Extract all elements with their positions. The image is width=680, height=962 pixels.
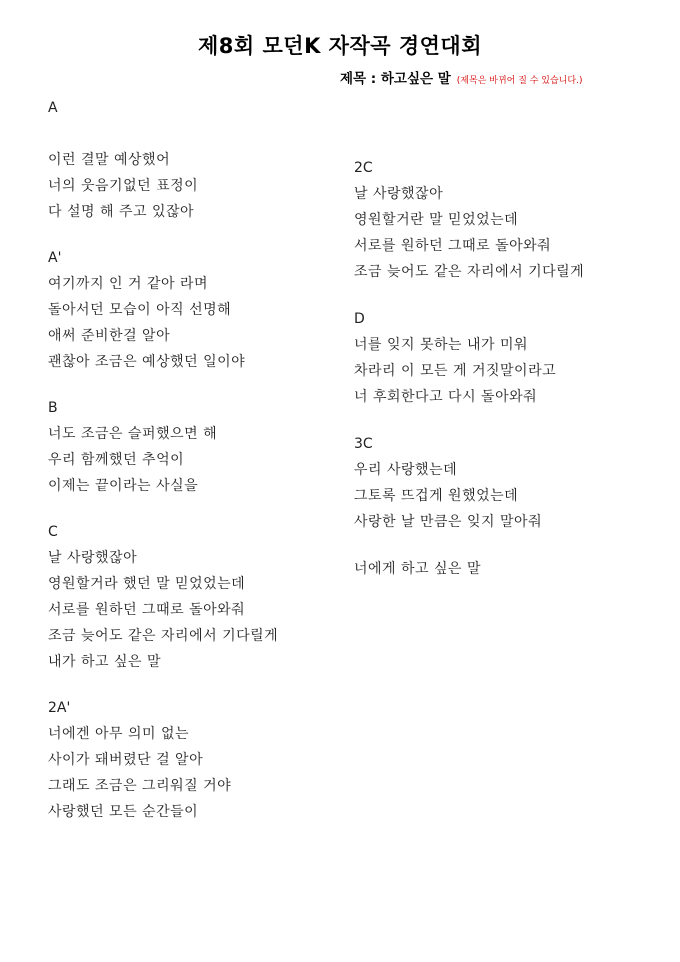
lyrics-section — [48, 245, 278, 375]
lyrics-right-column — [354, 155, 584, 603]
lyric-line: 이제는 끝이라는 사실을 — [48, 478, 199, 494]
lyrics-section — [48, 519, 278, 675]
lyric-line: 여기까지 인 거 같아 라며 — [48, 276, 209, 292]
lyric-line: 영원할거라 했던 말 믿었었는데 — [48, 576, 246, 592]
section-label: B — [48, 400, 58, 416]
song-subject — [340, 67, 582, 87]
subject-label: 제목 : 하고싶은 말 — [340, 71, 451, 87]
lyric-line: 서로를 원하던 그때로 돌아와줘 — [354, 238, 552, 254]
lyrics-section — [354, 556, 584, 582]
section-label: D — [354, 311, 365, 327]
lyric-line: 다 설명 해 주고 있잖아 — [48, 204, 195, 220]
lyric-line: 우리 사랑했는데 — [354, 462, 458, 478]
lyrics-section — [48, 95, 278, 225]
lyric-line: 너를 잊지 못하는 내가 미워 — [354, 337, 529, 353]
lyric-line: 조금 늦어도 같은 자리에서 기다릴게 — [354, 264, 585, 280]
section-label: A — [48, 100, 58, 116]
lyrics-left-column — [48, 95, 278, 845]
lyrics-section — [48, 395, 278, 499]
lyric-line: 조금 늦어도 같은 자리에서 기다릴게 — [48, 628, 279, 644]
lyrics-section — [354, 155, 584, 285]
lyric-line: 너 후회한다고 다시 돌아와줘 — [354, 389, 538, 405]
section-label: 2C — [354, 160, 373, 176]
subject-note: (제목은 바뀌어 질 수 있습니다.) — [456, 76, 583, 86]
lyric-line: 내가 하고 싶은 말 — [48, 654, 162, 670]
lyric-line: 차라리 이 모든 게 거짓말이라고 — [354, 363, 557, 379]
section-label: A' — [48, 250, 62, 266]
lyric-line: 너에게 하고 싶은 말 — [354, 561, 482, 577]
lyric-line: 너에겐 아무 의미 없는 — [48, 726, 190, 742]
lyric-line: 영원할거란 말 믿었었는데 — [354, 212, 519, 228]
lyric-line: 이런 결말 예상했어 — [48, 152, 171, 168]
lyric-line: 날 사랑했잖아 — [354, 186, 444, 202]
lyrics-section — [48, 695, 278, 825]
lyric-line: 사랑했던 모든 순간들이 — [48, 804, 199, 820]
lyric-line: 돌아서던 모습이 아직 선명해 — [48, 302, 232, 318]
lyric-line: 괜찮아 조금은 예상했던 일이야 — [48, 354, 246, 370]
lyric-line: 우리 함께했던 추억이 — [48, 452, 185, 468]
lyric-line: 애써 준비한걸 알아 — [48, 328, 171, 344]
section-label: 2A' — [48, 700, 71, 716]
lyrics-section — [354, 431, 584, 535]
lyric-line: 서로를 원하던 그때로 돌아와줘 — [48, 602, 246, 618]
lyric-line: 너도 조금은 슬퍼했으면 해 — [48, 426, 218, 442]
lyrics-section — [354, 306, 584, 410]
lyric-line: 사이가 돼버렸단 걸 알아 — [48, 752, 204, 768]
section-label: 3C — [354, 436, 373, 452]
lyric-line — [48, 121, 278, 147]
lyric-line: 그토록 뜨겁게 원했었는데 — [354, 488, 519, 504]
lyric-line: 너의 웃음기없던 표정이 — [48, 178, 199, 194]
section-label: C — [48, 524, 58, 540]
lyric-line: 그래도 조금은 그리워질 거야 — [48, 778, 232, 794]
lyric-line: 사랑한 날 만큼은 잊지 말아줘 — [354, 514, 543, 530]
lyric-line: 날 사랑했잖아 — [48, 550, 138, 566]
page-title: 제8회 모던K 자작곡 경연대회 — [198, 34, 482, 58]
